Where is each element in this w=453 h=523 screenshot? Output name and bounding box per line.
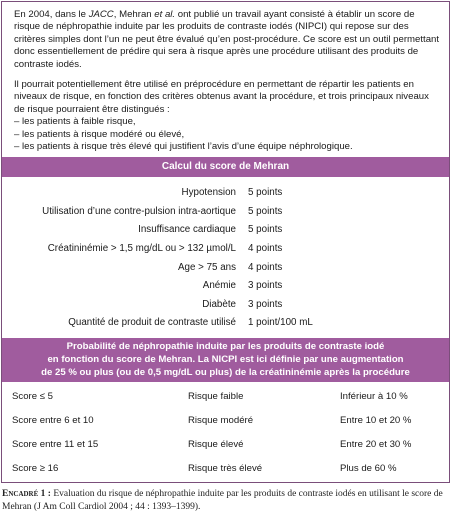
intro-p1-start: En 2004, dans le	[14, 9, 89, 20]
risk-level: Risque élevé	[188, 438, 244, 450]
table-row	[2, 314, 449, 333]
et-al: et al.	[154, 9, 176, 20]
table-row	[2, 456, 449, 480]
intro-p2-text: Il pourrait potentiellement être utilisé en préprocédure en permettant de répartir les patients en niveaux de risque, en fonction des critères obtenus avant la procédure, et trois principaux niveaux de risque pourraient être distingués :	[14, 79, 429, 115]
risk-level-list	[14, 116, 441, 153]
figure-caption	[2, 488, 450, 514]
table-row	[2, 276, 449, 295]
points-value: 5 points	[248, 187, 283, 199]
table-row	[2, 183, 449, 202]
criterion-label: Diabète	[202, 298, 236, 310]
intro-p1-end: ont publié un travail ayant consisté à établir un score de risque de néphropathie induite par les produits de contraste iodés (NIPCI) qui repose sur des critères simples dont l’un ne peut être évalué qu’en post-procédure. Ce score est un outil permettant donc essentiellement de prédire qui sera à risque après une procédure utilisant des produits de contraste iodés.	[14, 9, 440, 70]
criterion-label: Utilisation d’une contre-pulsion intra-aortique	[42, 205, 236, 217]
probability-header	[2, 338, 449, 382]
table-row	[2, 408, 449, 432]
probability-title-line: Probabilité de néphropathie induite par les produits de contraste iodé	[66, 341, 385, 353]
criterion-label: Insuffisance cardiaque	[138, 224, 236, 236]
probability-value: Inférieur à 10 %	[340, 390, 408, 402]
list-item: – les patients à risque très élevé qui justifient l’avis d’une équipe néphrologique.	[14, 141, 353, 153]
intro-text	[2, 2, 449, 153]
probability-table	[2, 382, 449, 480]
caption-label: Encadré 1 :	[2, 489, 51, 499]
risk-level: Risque faible	[188, 390, 244, 402]
score-range: Score entre 6 et 10	[12, 414, 94, 426]
criterion-label: Créatininémie > 1,5 mg/dL ou > 132 µmol/L	[47, 243, 236, 255]
score-range: Score ≥ 16	[12, 462, 59, 474]
score-range: Score entre 11 et 15	[12, 438, 99, 450]
risk-level: Risque très élevé	[188, 462, 263, 474]
intro-paragraph-2	[14, 79, 441, 116]
mehran-score-header: Calcul du score de Mehran	[2, 157, 449, 177]
probability-title-line: en fonction du score de Mehran. La NICPI est ici définie par une augmentation	[47, 354, 404, 366]
table-row	[2, 202, 449, 221]
probability-title-line: de 25 % ou plus (ou de 0,5 mg/dL ou plus) de la créatininémie après la procédure	[41, 366, 410, 378]
probability-value: Plus de 60 %	[340, 462, 397, 474]
encadre-box	[1, 1, 450, 483]
table-row	[2, 221, 449, 240]
table-row	[2, 239, 449, 258]
mehran-score-table	[2, 177, 449, 332]
intro-p1-mid: , Mehran	[113, 9, 155, 20]
list-item: – les patients à faible risque,	[14, 116, 136, 128]
table-row	[2, 258, 449, 277]
probability-value: Entre 10 et 20 %	[340, 414, 412, 426]
journal-name: JACC	[88, 9, 114, 20]
points-value: 5 points	[248, 224, 283, 236]
probability-value: Entre 20 et 30 %	[340, 438, 412, 450]
points-value: 3 points	[248, 280, 283, 292]
criterion-label: Age > 75 ans	[177, 261, 236, 273]
points-value: 4 points	[248, 261, 283, 273]
table-row	[2, 295, 449, 314]
criterion-label: Quantité de produit de contraste utilisé	[68, 317, 236, 329]
caption-text: Evaluation du risque de néphropathie induite par les produits de contraste iodés en utilisant le score de Mehran (J Am Coll Cardiol 2004 ; 44 : 1393–1399).	[2, 489, 443, 512]
points-value: 1 point/100 mL	[248, 317, 313, 329]
points-value: 3 points	[248, 298, 283, 310]
score-range: Score ≤ 5	[12, 390, 53, 402]
criterion-label: Hypotension	[181, 187, 236, 199]
points-value: 4 points	[248, 243, 283, 255]
intro-paragraph-1	[14, 9, 441, 71]
criterion-label: Anémie	[202, 280, 236, 292]
list-item: – les patients à risque modéré ou élevé,	[14, 128, 185, 140]
risk-level: Risque modéré	[188, 414, 254, 426]
points-value: 5 points	[248, 205, 283, 217]
table-row	[2, 432, 449, 456]
table-row	[2, 384, 449, 408]
